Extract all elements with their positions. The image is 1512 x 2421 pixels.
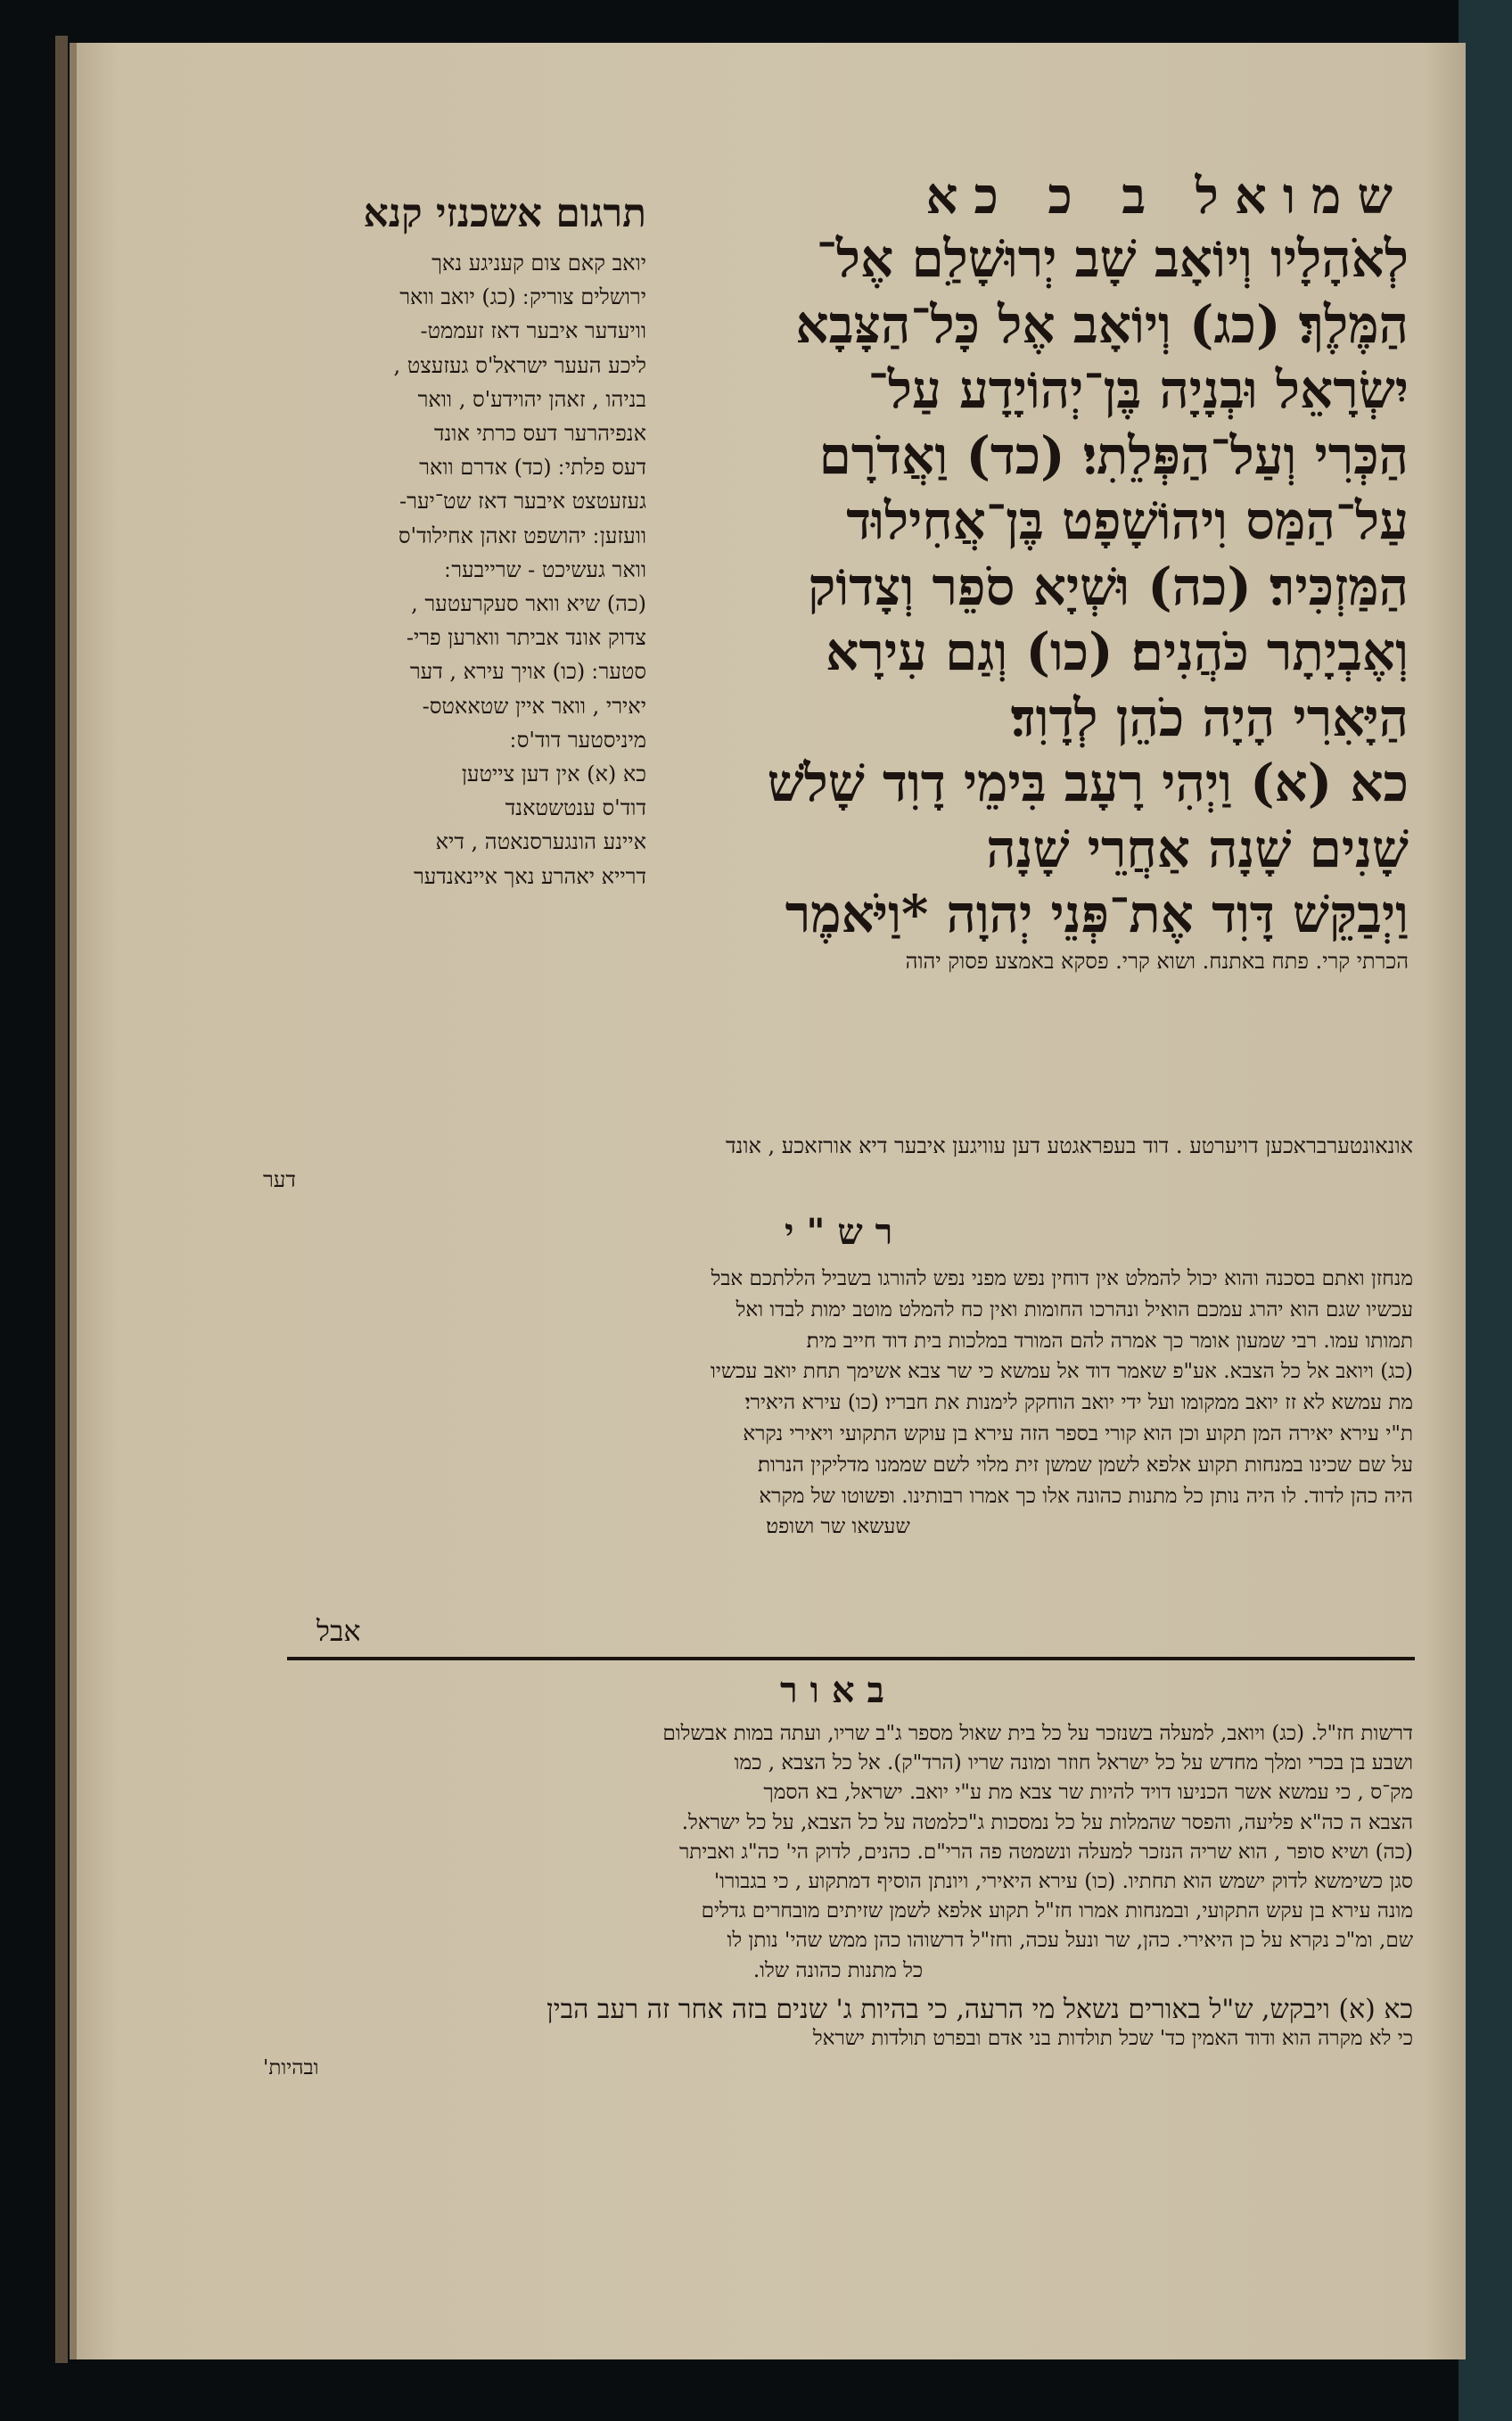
biur-title: באור [780,1669,897,1711]
targum-line: געזעטצט איבער דאז שט־יער- [399,489,646,515]
biur-line: ובהיות' [263,2056,319,2080]
targum-header: תרגום אשכנזי קנא [363,191,646,236]
biur-line: (כה) ושיא סופר , הוא שריה הנזכר למעלה ונשמטה פה הרי"ם. כהנים, לדוק הי' כה"ג ואביתר [678,1840,1413,1864]
verse-line: וְאֶבְיָתָר כֹּהֲנִים׃ (כו) וְגַם עִירָא [826,622,1409,682]
biur-line: כא (א) ויבקש, ש"ל באורים נשאל מי הרעה, כי בהיות ג' שנים בזה אחר זה רעב הבין [546,1993,1413,2025]
targum-wide-line: אונאונטערבראכען דויערטע . דוד בעפראגטע דען עוויגען איבער דיא אורזאכע , אונד [725,1133,1413,1158]
rashi-line: שעשאו שר ושופט׃ [766,1515,910,1539]
targum-line: סטער ׃ (כו) אויך עירא , דער [409,659,646,685]
targum-continuation [263,1129,1413,1197]
targum-line: וואר געשיכט - שרייבער ׃ [444,556,646,582]
targum-line: מיניסטער דוד'ס ׃ [510,727,646,753]
rashi-line: ת"י עירא יאירה המן תקוע וכן הוא קורי בספר הזה עירא בן עוקש התקועי ויאירי נקרא [743,1421,1413,1445]
rashi-title: רש"י [785,1211,906,1253]
targum-line: כא (א) אין דען צייטען [461,762,646,787]
targum-line: צדוק אונד אביתר ווארען פרי- [406,625,646,651]
masorah-note: הכרתי קרי. פתח באתנח. ושוא קרי. פסקא באמצע פסוק יהוה [905,948,1409,974]
binding-background [1459,0,1512,2421]
biur-line: מק־ס , כי עמשא אשר הכניעו דויד להיות שר צבא מת ע"י יואב. ישראל, בא הסמך [763,1781,1413,1805]
divider-rule [287,1657,1415,1660]
biur-line: כי לא מקרה הוא ודוד האמין כד' שכל תולדות בני אדם ובפרט תולדות ישראל [812,2027,1413,2051]
rashi-line: תמותו עמו. רבי שמעון אומר כך אמרה להם המורד במלכות בית דוד חייב מית׃ [806,1329,1413,1353]
targum-column [263,189,646,893]
book-header: שמואל ב כ כא [925,167,1409,226]
rashi-line: מנחזן ואתם בסכנה והוא יכול להמלט אין דוחין נפש מפני נפש להורגו בשביל הללתכם אבל [711,1267,1413,1290]
catchword: אבל [316,1614,361,1648]
rashi-line: עכשיו שגם הוא יהרג עמכם הואיל ונהרכו החומות ואין כח להמלט מוטב ימות לבדו ואל [735,1297,1413,1322]
verse-line: הַמַּזְכִּיר׃ (כה) וּשְׁיָא סֹפֵר וְצָדוֹק [808,556,1409,617]
targum-line: יואב קאם צום קעניגע נאך [431,251,646,276]
verse-line: הַכְּרִי וְעַל־הַפְּלֵתִי׃ (כד) וַאֲדֹרָם [818,424,1409,486]
rashi-line: מת עמשא לא זז יואב ממקומו ועל ידי יואב הוחקק לימנות את חבריו׃ (כו) עירא היאירי׃ [744,1391,1413,1415]
targum-line: אנפיהרער דעס כרתי אונד [433,421,646,447]
targum-line: דעס פלתי ׃ (כד) אדרם וואר [419,455,646,481]
targum-line: ירושלים צוריק ׃ (כג) יואב וואר [399,284,646,310]
biur-line: שם, ומ"כ נקרא על כן היאירי. כהן, שר ונעל עכה, וחז"ל דרשוהו כהן ממש שהי' נותן לו [727,1929,1413,1953]
rashi-line: היה כהן לדוד. לו היה נותן כל מתנות כהונה אלו כך אמרו רבותינו. ופשוטו של מקרא [759,1484,1413,1508]
targum-line: דרייא יאהרע נאך איינאנדער [414,863,646,889]
biur-line: ושבע בן בכרי ומלך מחדש על כל ישראל חוזר ומונה שריו (הרד"ק). אל כל הצבא , כמו [734,1751,1413,1775]
targum-line: איינע הונגערסנאטה , דיא [435,829,646,855]
verse-line: וַיְבַקֵּשׁ דָּוִד אֶת־פְּנֵי יְהוָה *וַיֹּאמֶר [785,884,1409,944]
targum-line: בניהו , זאהן יהוידע'ס , וואר [417,386,646,412]
targum-text [263,246,646,893]
verse-line: לְאֹהָלָיו וְיוֹאָב שָׁב יְרוּשָׁלִַם אֶל־ [816,228,1409,289]
verse-line: עַל־הַמַּס וִיהוֹשָׁפָט בֶּן־אֲחִילוּד [846,490,1409,551]
verse-line: יִשְׂרָאֵל וּבְנָיָה בֶּן־יְהוֹיָדָע עַל־ [867,359,1409,420]
rashi-line: על שם שכינו במנחות תקוע אלפא לשמן שמשן זית מלוי לשם שממנו מדליקין הנרות׃ [757,1453,1413,1477]
verse-line: כא (א) וַיְהִי רָעָב בִּימֵי דָוִד שָׁלֹשׁ [767,753,1409,813]
biur-line: הצבא ה כה"א פליעה, והפסר שהמלות על כל נמסכות ג"כלמטה על כל הצבא, על כל ישראל. [681,1810,1413,1834]
targum-wide-line-end: דער [263,1167,296,1193]
verse-text [695,226,1409,948]
targum-line: וועזען ׃ יהושפט זאהן אחילוד'ס [398,523,646,548]
book-edge [55,36,68,2363]
targum-line: יאירי , וואר איין שטאאטס- [422,693,646,719]
biur-line: מונה עירא בן עקש התקועי, ובמנחות אמרו חז"ל תקוע אלפא לשמן שזיתים מובחרים גדלים [701,1899,1413,1923]
verse-column [695,169,1409,975]
targum-line: ליכע העער ישראל'ס געזעצט , [393,352,646,378]
targum-line: (כה) שיא וואר סעקרעטער , [411,591,646,617]
rashi-line: (כג) ויואב אל כל הצבא. אע"פ שאמר דוד אל עמשא כי שר צבא אשימך תחת יואב עכשיו [710,1360,1413,1384]
biur-commentary [263,1719,1413,2083]
verse-line: הַיָּאִרִי הָיָה כֹהֵן לְדָוִד׃ [1010,687,1409,748]
biur-line: דרשות חז"ל. (כג) ויואב, למעלה בשנזכר על כל בית שאול מספר ג"ב שריו, ועתה במות אבשלום [662,1722,1413,1745]
verse-line: הַמֶּלֶךְ׃ (כג) וְיוֹאָב אֶל כָּל־הַצָּבָא [795,293,1409,355]
biur-line: כל מתנות כהונה שלו. [752,1958,924,1982]
targum-line: וויעדער איבער דאז זעממט- [420,318,646,344]
verse-line: שָׁנִים שָׁנָה אַחֲרֵי שָׁנָה [986,818,1409,879]
biur-line: סגן כשימשא לדוק ישמש הוא תחתיו. (כו) עירא היאירי, ויונתן הוסיף דמתקוע , כי בגבורו' [713,1870,1413,1894]
targum-line: דוד'ס ענטשטאנד [505,795,646,821]
rashi-commentary [263,1264,1413,1543]
